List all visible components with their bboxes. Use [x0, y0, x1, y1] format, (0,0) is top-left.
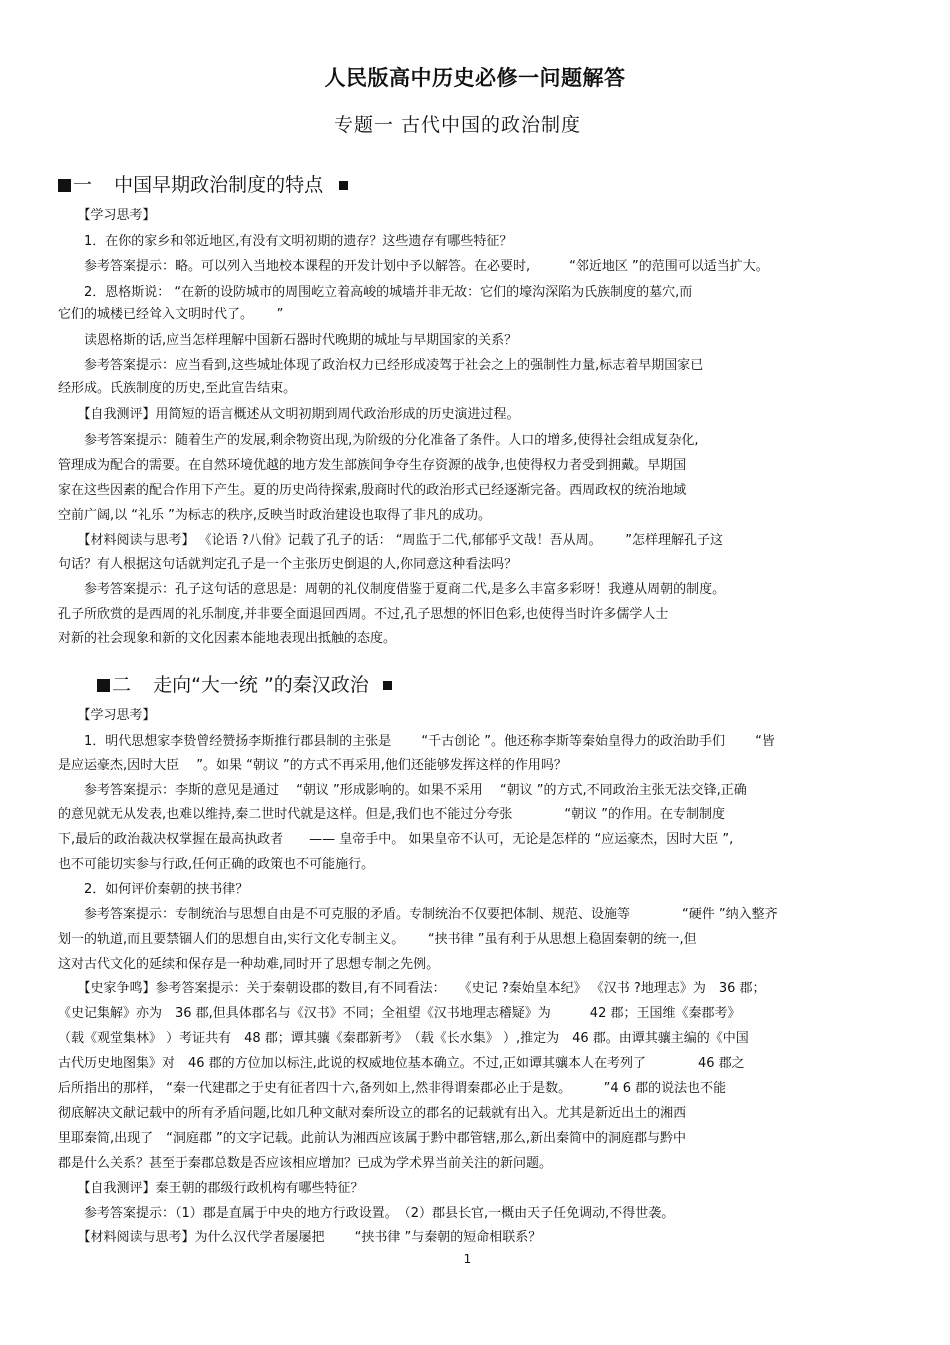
- text-line: 的意见就无从发表,也难以维持,秦二世时代就是这样。但是,我们也不能过分夸张 “朝议 ”的作用。在专制制度: [58, 807, 725, 822]
- text-line: 孔子所欣赏的是西周的礼乐制度,并非要全面退回西周。不过,孔子思想的怀旧色彩,也使得当时许多儒学人士: [58, 607, 669, 622]
- text-line: 划一的轨道,而且要禁锢人们的思想自由,实行文化专制主义。 “挟书律 ”虽有利于从思想上稳固秦朝的统一,但: [58, 932, 697, 947]
- document-subtitle: 专题一 古代中国的政治制度: [333, 114, 582, 136]
- text-line: 【材料阅读与思考】 《论语 ?八佾》记载了孔子的话： “周监于二代,郁郁乎文哉！吾从周。 ”怎样理解孔子这: [58, 533, 724, 548]
- section-title: 中国早期政治制度的特点: [114, 174, 324, 196]
- square-bullet-icon: [58, 179, 71, 192]
- square-bullet-icon: [339, 181, 348, 190]
- text-line: （载《观堂集林》 ）考证共有 48 郡；谭其骧《秦郡新考》 （载《长水集》 ）,推定为 46 郡。由谭其骧主编的《中国: [58, 1031, 749, 1046]
- text-line: 这对古代文化的延续和保存是一种劫难,同时开了思想专制之先例。: [58, 957, 440, 972]
- text-line: 参考答案提示：随着生产的发展,剩余物资出现,为阶级的分化准备了条件。人口的增多,使得社会组成复杂化,: [58, 433, 699, 448]
- text-line: 【学习思考】: [58, 208, 156, 223]
- text-line: 对新的社会现象和新的文化因素本能地表现出抵触的态度。: [58, 631, 397, 646]
- section-number: 二: [112, 674, 132, 696]
- text-line: 读恩格斯的话,应当怎样理解中国新石器时代晚期的城址与早期国家的关系？: [58, 333, 518, 348]
- square-bullet-icon: [97, 679, 110, 692]
- text-line: 空前广阔,以 “礼乐 ”为标志的秩序,反映当时政治建设也取得了非凡的成功。: [58, 508, 491, 523]
- text-line: 【自我测评】用简短的语言概述从文明初期到周代政治形成的历史演进过程。: [58, 407, 520, 422]
- text-line: 也不可能切实参与行政,任何正确的政策也不可能施行。: [58, 857, 375, 872]
- section-title: 走向“大一统 ”的秦汉政治: [153, 674, 369, 696]
- text-line: 句话？有人根据这句话就判定孔子是一个主张历史倒退的人,你同意这种看法吗？: [58, 557, 518, 572]
- section-number: 一: [73, 174, 93, 196]
- text-line: 是应运豪杰,因时大臣 ”。如果 “朝议 ”的方式不再采用,他们还能够发挥这样的作用吗？: [58, 758, 567, 773]
- text-line: 后所指出的那样， “秦一代建郡之于史有征者四十六,备列如上,然非得谓秦郡必止于是数。 ”4 6 郡的说法也不能: [58, 1081, 727, 1096]
- text-line: 它们的城楼已经耸入文明时代了。 ”: [58, 307, 284, 322]
- text-line: 郡是什么关系？甚至于秦郡总数是否应该相应增加？已成为学术界当前关注的新问题。: [58, 1156, 553, 1171]
- text-line: 【自我测评】秦王朝的郡级行政机构有哪些特征？: [58, 1181, 364, 1196]
- text-line: 参考答案提示：略。可以列入当地校本课程的开发计划中予以解答。在必要时, “邻近地区 ”的范围可以适当扩大。: [58, 259, 769, 274]
- text-line: 1．明代思想家李贽曾经赞扬李斯推行郡县制的主张是 “千古创论 ”。他还称李斯等秦始皇得力的政治助手们 “皆: [58, 734, 775, 749]
- text-line: 参考答案提示：孔子这句话的意思是：周朝的礼仪制度借鉴于夏商二代,是多么丰富多彩呀！我遵从周朝的制度。: [58, 582, 726, 597]
- text-line: 下,最后的政治裁决权掌握在最高执政者 —— 皇帝手中。 如果皇帝不认可，无论是怎样的 “应运豪杰，因时大臣 ”,: [58, 832, 734, 847]
- text-line: 经形成。氏族制度的历史,至此宣告结束。: [58, 381, 297, 396]
- text-line: 参考答案提示：（1）郡是直属于中央的地方行政设置。 （2）郡县长官,一概由天子任免调动,不得世袭。: [58, 1206, 675, 1221]
- section-heading-2: [97, 670, 392, 697]
- text-line: 【学习思考】: [58, 708, 156, 723]
- text-line: 里耶秦简,出现了 “洞庭郡 ”的文字记载。此前认为湘西应该属于黔中郡管辖,那么,新出秦简中的洞庭郡与黔中: [58, 1131, 686, 1146]
- page-number: 1: [463, 1252, 472, 1266]
- text-line: 2．如何评价秦朝的挟书律？: [58, 882, 249, 897]
- text-line: 参考答案提示：李斯的意见是通过 “朝议 ”形成影响的。如果不采用 “朝议 ”的方式,不同政治主张无法交锋,正确: [58, 783, 747, 798]
- text-line: 【史家争鸣】参考答案提示：关于秦朝设郡的数目,有不同看法： 《史记 ?秦始皇本纪》 《汉书 ?地理志》为 36 郡；: [58, 981, 766, 996]
- section-heading-1: [58, 170, 348, 197]
- text-line: 2．恩格斯说： “在新的设防城市的周围屹立着高峻的城墙并非无故：它们的壕沟深陷为氏族制度的墓穴,而: [58, 285, 693, 300]
- text-line: 古代历史地图集》对 46 郡的方位加以标注,此说的权威地位基本确立。不过,正如谭其骧本人在考列了 46 郡之: [58, 1056, 745, 1071]
- text-line: 1．在你的家乡和邻近地区,有没有文明初期的遗存？这些遗存有哪些特征？: [58, 234, 513, 249]
- text-line: 家在这些因素的配合作用下产生。夏的历史尚待探索,殷商时代的政治形式已经逐渐完备。西周政权的统治地域: [58, 483, 687, 498]
- text-line: 管理成为配合的需要。在自然环境优越的地方发生部族间争夺生存资源的战争,也使得权力者受到拥戴。早期国: [58, 458, 687, 473]
- text-line: 【材料阅读与思考】为什么汉代学者屡屡把 “挟书律 ”与秦朝的短命相联系？: [58, 1230, 542, 1245]
- text-line: 彻底解决文献记载中的所有矛盾问题,比如几种文献对秦所设立的郡名的记载就有出入。尤其是新近出土的湘西: [58, 1106, 687, 1121]
- text-line: 参考答案提示：专制统治与思想自由是不可克服的矛盾。专制统治不仅要把体制、规范、设施等 “硬件 ”纳入整齐: [58, 907, 778, 922]
- document-title: 人民版高中历史必修一问题解答: [324, 66, 626, 90]
- text-line: 《史记集解》亦为 36 郡,但具体郡名与《汉书》不同；全祖望《汉书地理志稽疑》为 42 郡；王国维《秦郡考》: [58, 1006, 741, 1021]
- text-line: 参考答案提示：应当看到,这些城址体现了政治权力已经形成凌驾于社会之上的强制性力量,标志着早期国家已: [58, 358, 704, 373]
- square-bullet-icon: [383, 681, 392, 690]
